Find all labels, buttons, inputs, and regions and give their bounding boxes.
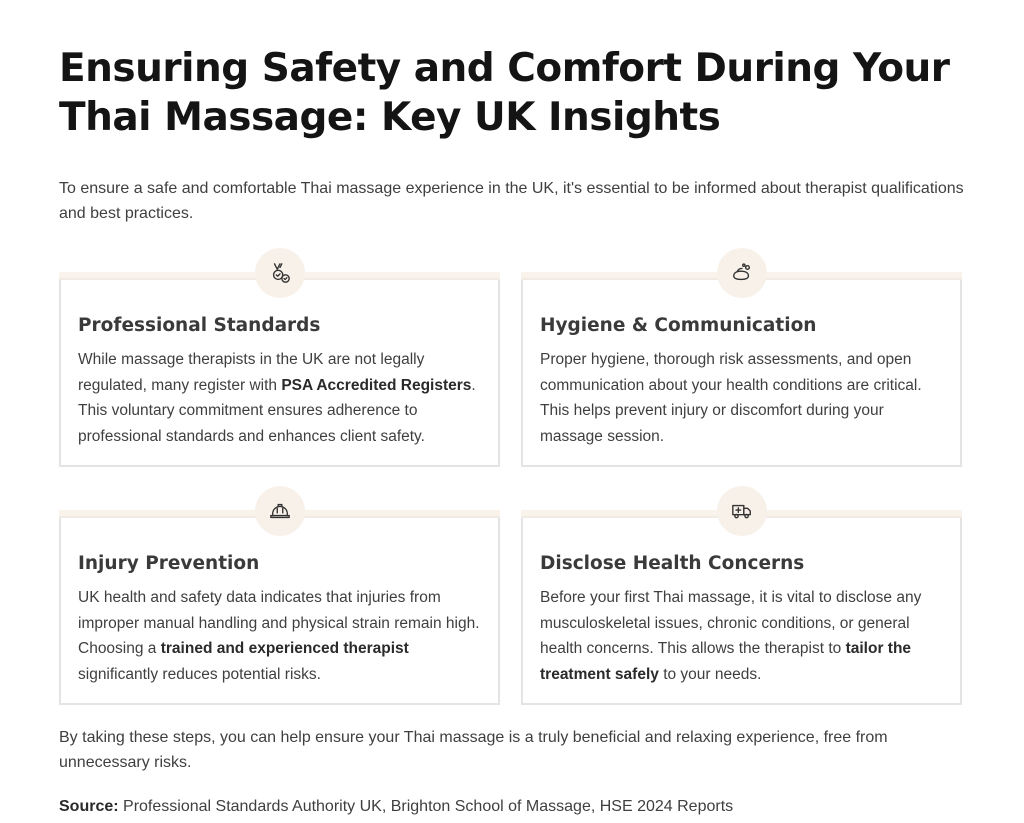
card-text: UK health and safety data indicates that injuries from improper manual handling and physical strain remain high. Choosing a trained and experienced therapist significantly reduces potential risks. [78,589,480,683]
emphasis-text: trained and experienced therapist [160,640,409,657]
card-text: Before your first Thai massage, it is vital to disclose any musculoskeletal issues, chronic conditions, or general health concerns. This allows the therapist to tailor the treatment safely to your needs. [540,589,922,683]
source-text: Professional Standards Authority UK, Brighton School of Massage, HSE 2024 Reports [118,798,734,815]
soap-icon [731,262,753,284]
card-title: Injury Prevention [78,553,260,574]
closing-paragraph: By taking these steps, you can help ensure your Thai massage is a truly beneficial and relaxing experience, free from unnecessary risks. [59,729,888,771]
source-citation [59,794,733,819]
card-icon-badge [255,248,305,298]
source-label: Source: [59,798,119,815]
card-title: Professional Standards [78,315,321,336]
card-title: Disclose Health Concerns [540,553,805,574]
medal-check-icon [269,262,291,284]
card-icon-badge [717,486,767,536]
card-icon-badge [717,248,767,298]
emphasis-text: tailor the treatment safely [540,640,912,683]
emphasis-text: PSA Accredited Registers [281,376,472,394]
card-icon-badge [255,486,305,536]
card-title: Hygiene & Communication [540,315,817,336]
card-injury-prevention [59,515,500,705]
card-hygiene-communication [521,277,962,467]
card-text: While massage therapists in the UK are not legally regulated, many register with PSA Accredited Registers. This voluntary commitment ensures adherence to professional standards and enhances client safety. [78,351,476,445]
card-professional-standards [59,277,500,467]
card-disclose-health-concerns [521,515,962,705]
hard-hat-icon [269,500,291,522]
ambulance-icon [731,500,753,522]
page-title: Ensuring Safety and Comfort During Your Thai Massage: Key UK Insights [59,46,950,140]
card-text: Proper hygiene, thorough risk assessments, and open communication about your health conditions are critical. This helps prevent injury or discomfort during your massage session. [540,351,922,445]
intro-paragraph: To ensure a safe and comfortable Thai massage experience in the UK, it's essential to be informed about therapist qualifications and best practices. [59,180,964,222]
